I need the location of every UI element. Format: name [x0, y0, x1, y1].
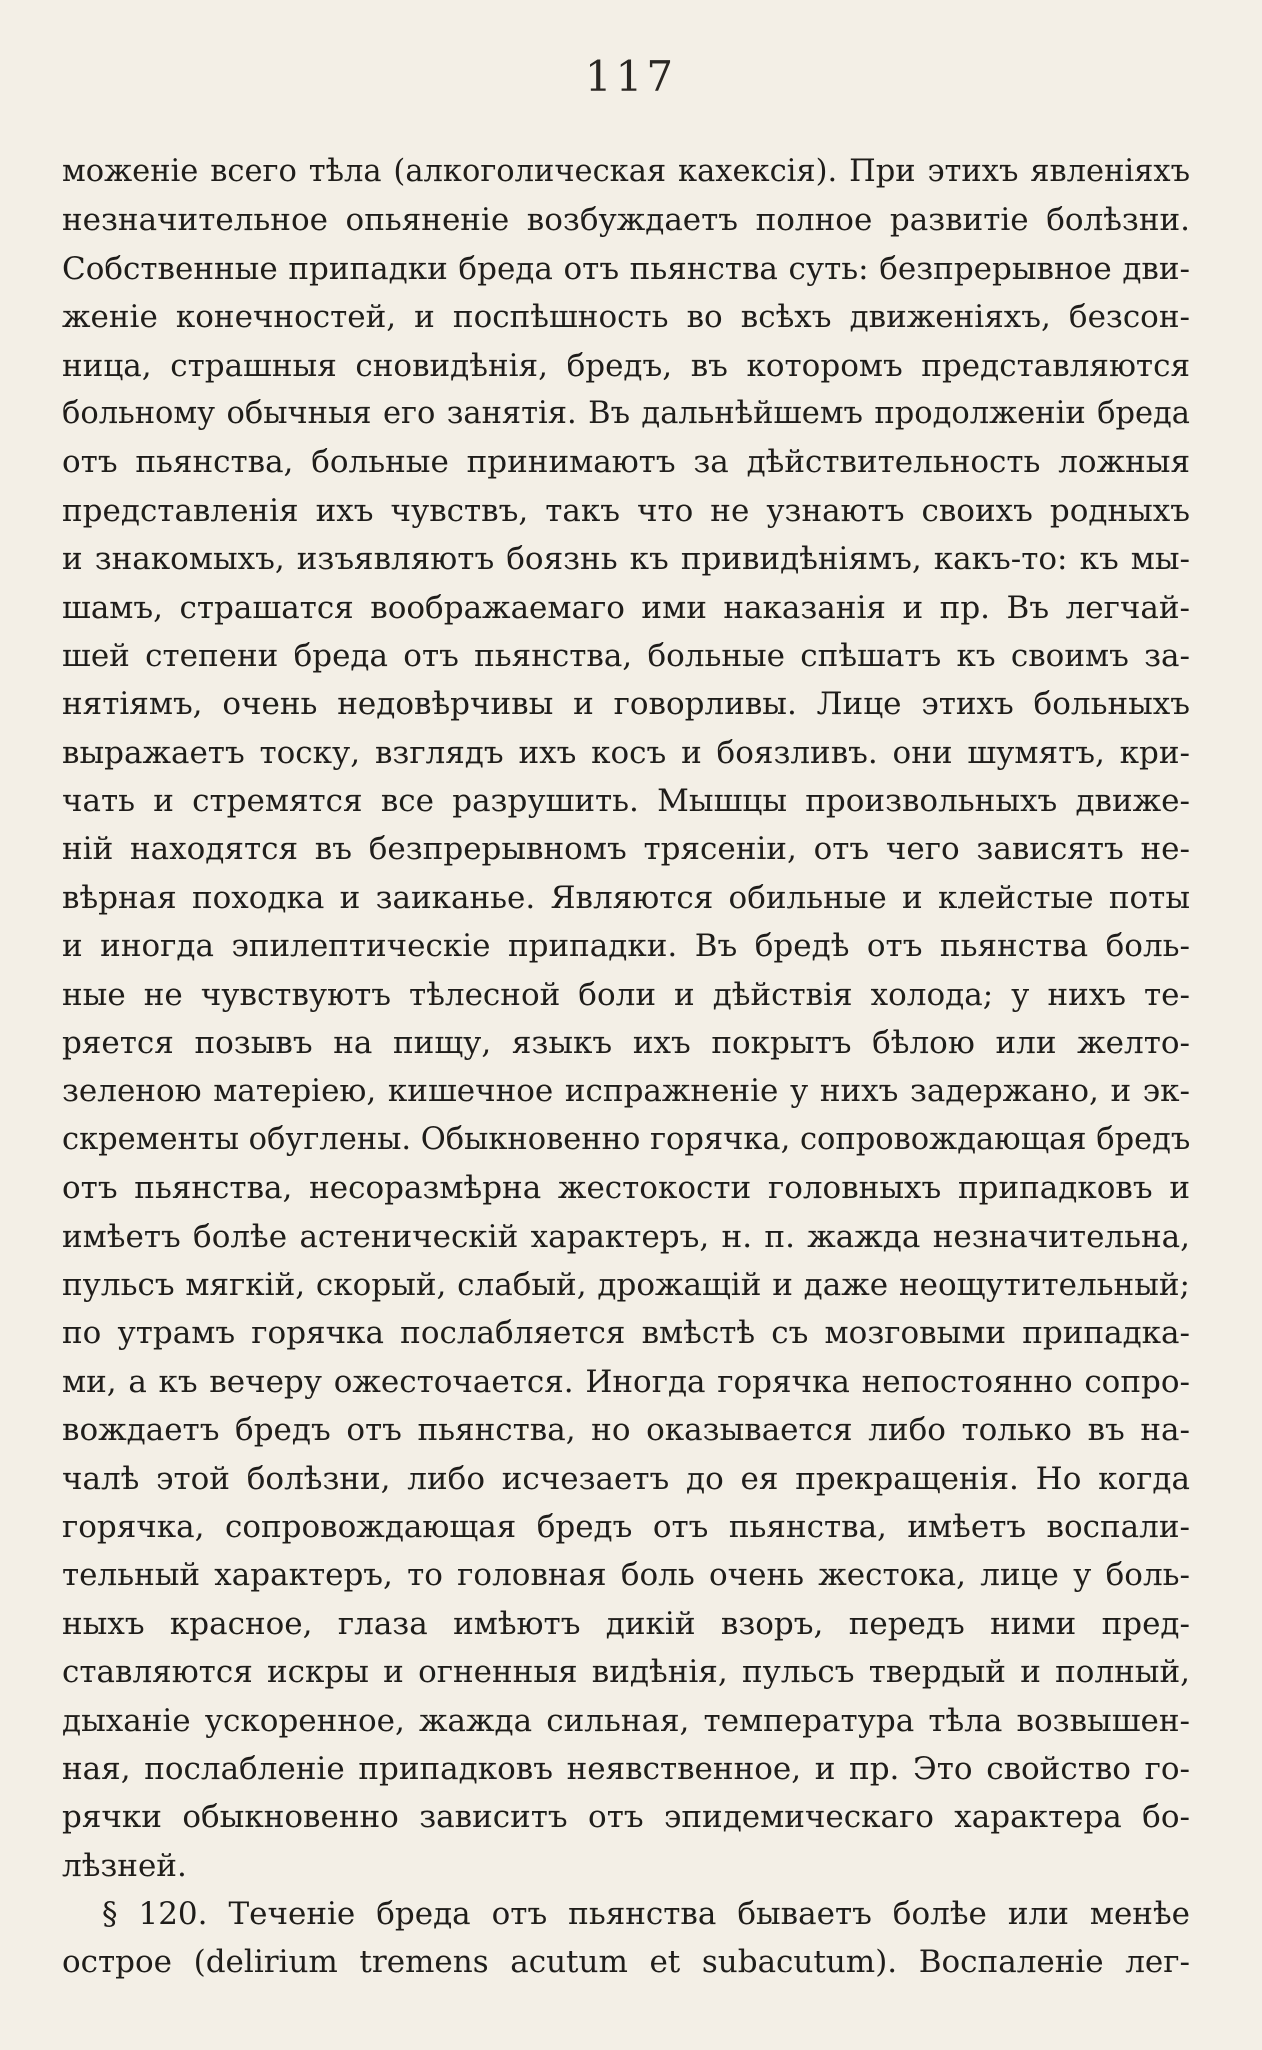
paragraph-1: [62, 148, 1190, 1890]
text-line: ми, а къ вечеру ожесточается. Иногда горячка непостоянно сопро-: [62, 1363, 1190, 1400]
text-line: имѣетъ болѣе астеническій характеръ, н. п. жажда незначительна,: [62, 1218, 1190, 1255]
text-line: ница, страшныя сновидѣнія, бредъ, въ которомъ представляются: [62, 347, 1190, 384]
text-line: отъ пьянства, больные принимаютъ за дѣйствительность ложныя: [62, 444, 1190, 481]
text-line: рячки обыкновенно зависитъ отъ эпидемическаго характера бо-: [62, 1799, 1190, 1836]
text-line: больному обычныя его занятія. Въ дальнѣйшемъ продолженіи бреда: [62, 395, 1190, 431]
text-line: дыханіе ускоренное, жажда сильная, температура тѣла возвышен-: [62, 1702, 1190, 1739]
paragraph-2: [62, 1890, 1190, 1987]
text-line: шей степени бреда отъ пьянства, больные спѣшатъ къ своимъ за-: [62, 637, 1190, 674]
text-line: выражаетъ тоску, взглядъ ихъ косъ и боязливъ. они шумятъ, кри-: [62, 734, 1190, 771]
text-line: представленія ихъ чувствъ, такъ что не узнаютъ своихъ родныхъ: [62, 492, 1190, 529]
text-line: пульсъ мягкій, скорый, слабый, дрожащій и даже неощутительный;: [62, 1266, 1190, 1303]
text-line: и иногда эпилептическіе припадки. Въ бредѣ отъ пьянства боль-: [62, 928, 1190, 965]
text-line: ній находятся въ безпрерывномъ трясеніи, отъ чего зависятъ не-: [62, 831, 1190, 868]
text-line: чалѣ этой болѣзни, либо исчезаетъ до ея прекращенія. Но когда: [62, 1460, 1190, 1497]
text-line: ставляются искры и огненныя видѣнія, пульсъ твердый и полный,: [62, 1654, 1190, 1691]
text-line: моженіе всего тѣла (алкоголическая кахексія). При этихъ явленіяхъ: [62, 154, 1190, 189]
text-line: горячка, сопровождающая бредъ отъ пьянства, имѣетъ воспали-: [62, 1508, 1190, 1545]
text-line: вѣрная походка и заиканье. Являются обильные и клейстые поты: [62, 879, 1190, 916]
text-line: острое (delirium tremens acutum et subacutum). Воспаленіе лег-: [62, 1944, 1190, 1981]
text-line: зеленою матеріею, кишечное испражненіе у нихъ задержано, и эк-: [62, 1073, 1190, 1110]
text-line: ряется позывъ на пищу, языкъ ихъ покрытъ бѣлою или желто-: [62, 1025, 1190, 1062]
text-line: лѣзней.: [62, 1847, 187, 1884]
text-line: женіе конечностей, и поспѣшность во всѣхъ движеніяхъ, безсон-: [62, 299, 1190, 336]
text-line: незначительное опьяненіе возбуждаетъ полное развитіе болѣзни.: [62, 202, 1190, 239]
text-line: и знакомыхъ, изъявляютъ боязнь къ привидѣніямъ, какъ-то: къ мы-: [62, 541, 1190, 578]
section-heading-line: § 120. Теченіе бреда отъ пьянства бываетъ болѣе или менѣе: [102, 1896, 1190, 1933]
text-line: вождаетъ бредъ отъ пьянства, но оказывается либо только въ на-: [62, 1412, 1190, 1449]
text-line: ныхъ красное, глаза имѣютъ дикій взоръ, передъ ними пред-: [62, 1605, 1190, 1642]
text-line: чать и стремятся все разрушить. Мышцы произвольныхъ движе-: [62, 783, 1190, 820]
text-line: Собственные припадки бреда отъ пьянства суть: безпрерывное дви-: [62, 250, 1190, 287]
text-line: по утрамъ горячка послабляется вмѣстѣ съ мозговыми припадка-: [62, 1315, 1190, 1352]
text-line: ные не чувствуютъ тѣлесной боли и дѣйствія холода; у нихъ те-: [62, 976, 1190, 1013]
text-line: нятіямъ, очень недовѣрчивы и говорливы. Лице этихъ больныхъ: [62, 686, 1190, 723]
text-line: тельный характеръ, то головная боль очень жестока, лице у боль-: [62, 1557, 1190, 1594]
text-line: скременты обуглены. Обыкновенно горячка, сопровождающая бредъ: [62, 1121, 1190, 1157]
text-line: шамъ, страшатся воображаемаго ими наказанія и пр. Въ легчай-: [62, 589, 1190, 626]
text-line: ная, послабленіе припадковъ неявственное, и пр. Это свойство го-: [62, 1750, 1190, 1787]
page-number: 117: [584, 52, 678, 101]
text-line: отъ пьянства, несоразмѣрна жестокости головныхъ припадковъ и: [62, 1170, 1190, 1207]
body-text: [62, 148, 1190, 1987]
